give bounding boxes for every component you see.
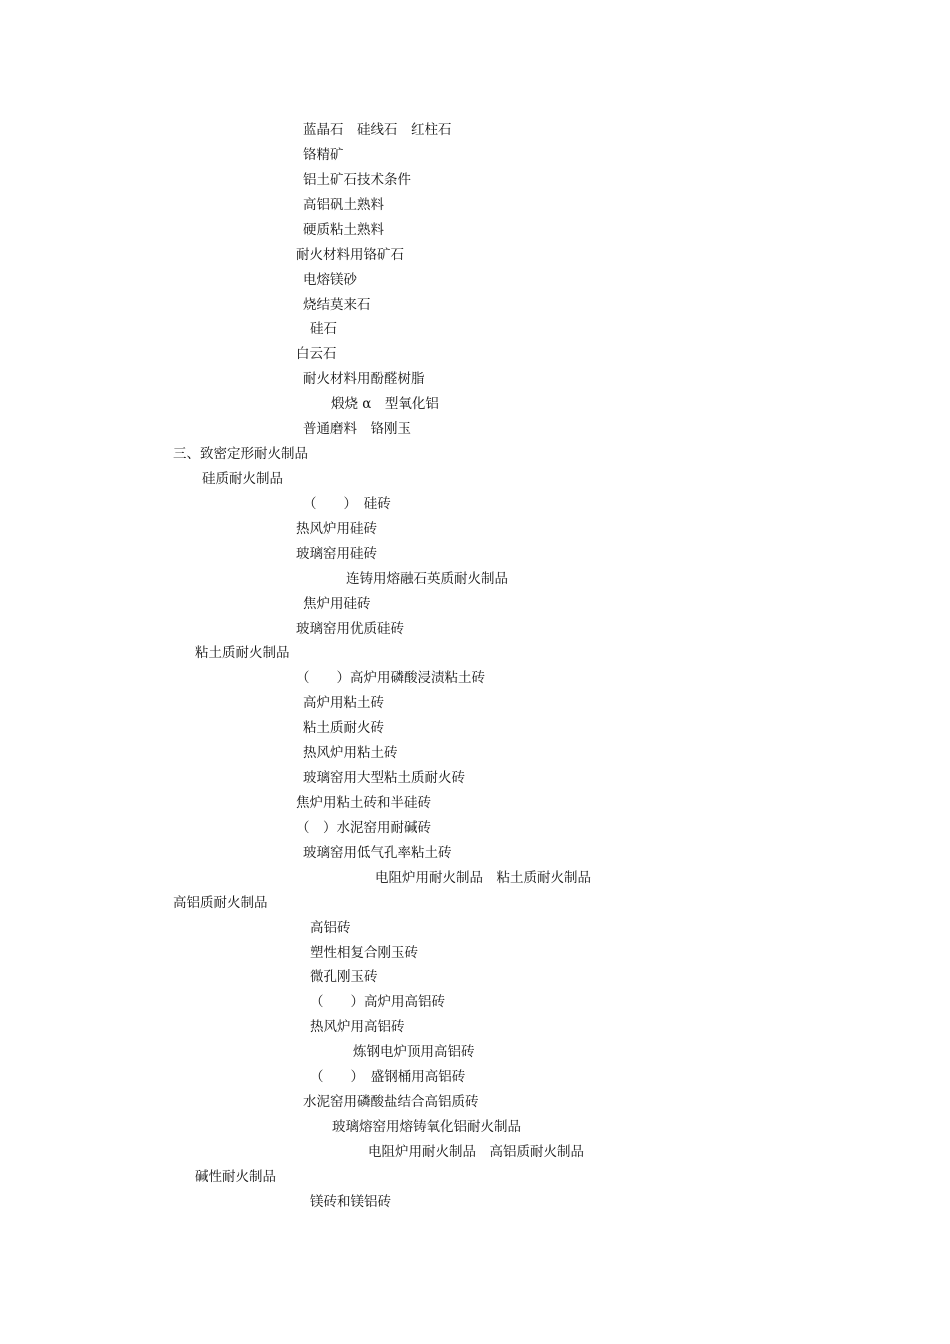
text-line: 玻璃窑用优质硅砖 <box>296 621 404 637</box>
text-line: 炼钢电炉顶用高铝砖 <box>353 1044 475 1060</box>
text-line: 高铝砖 <box>310 920 351 936</box>
text-line: （ ） 硅砖 <box>303 496 391 512</box>
subsection-heading: 碱性耐火制品 <box>195 1169 276 1185</box>
text-line: 烧结莫来石 <box>303 297 371 313</box>
text-line: 白云石 <box>296 346 337 362</box>
text-line: 焦炉用粘土砖和半硅砖 <box>296 795 431 811</box>
text-line: 粘土质耐火砖 <box>303 720 384 736</box>
subsection-heading: 粘土质耐火制品 <box>195 645 290 661</box>
text-line: 高铝矾土熟料 <box>303 197 384 213</box>
text-line: 玻璃窑用硅砖 <box>296 546 377 562</box>
text-line: 微孔刚玉砖 <box>310 969 378 985</box>
text-line: 水泥窑用磷酸盐结合高铝质砖 <box>303 1094 479 1110</box>
subsection-heading: 高铝质耐火制品 <box>173 895 268 911</box>
text-line: 硬质粘土熟料 <box>303 222 384 238</box>
text-line: 耐火材料用铬矿石 <box>296 247 404 263</box>
text-line: 电阻炉用耐火制品 粘土质耐火制品 <box>375 870 591 886</box>
text-line: 热风炉用高铝砖 <box>310 1019 405 1035</box>
text-line: 电阻炉用耐火制品 高铝质耐火制品 <box>368 1144 584 1160</box>
text-line: 焦炉用硅砖 <box>303 596 371 612</box>
section-heading: 三、致密定形耐火制品 <box>173 446 308 462</box>
text-line: 硅石 <box>310 321 337 337</box>
text-line: 铝土矿石技术条件 <box>303 172 411 188</box>
text-line: 煅烧 α 型氧化铝 <box>331 396 439 412</box>
text-line: （ ）水泥窑用耐碱砖 <box>296 820 431 836</box>
text-line: （ ）高炉用磷酸浸渍粘土砖 <box>296 670 485 686</box>
text-line: 塑性相复合刚玉砖 <box>310 945 418 961</box>
text-line: 热风炉用硅砖 <box>296 521 377 537</box>
text-line: 普通磨料 铬刚玉 <box>303 421 411 437</box>
subsection-heading: 硅质耐火制品 <box>202 471 283 487</box>
text-line: （ ）高炉用高铝砖 <box>310 994 445 1010</box>
text-line: 耐火材料用酚醛树脂 <box>303 371 425 387</box>
text-line: 热风炉用粘土砖 <box>303 745 398 761</box>
text-line: 玻璃窑用大型粘土质耐火砖 <box>303 770 465 786</box>
text-line: （ ） 盛钢桶用高铝砖 <box>310 1069 466 1085</box>
text-line: 玻璃熔窑用熔铸氧化铝耐火制品 <box>332 1119 521 1135</box>
text-line: 蓝晶石 硅线石 红柱石 <box>303 122 452 138</box>
text-line: 玻璃窑用低气孔率粘土砖 <box>303 845 452 861</box>
text-line: 连铸用熔融石英质耐火制品 <box>346 571 508 587</box>
text-line: 铬精矿 <box>303 147 344 163</box>
text-line: 电熔镁砂 <box>303 272 357 288</box>
text-line: 镁砖和镁铝砖 <box>310 1194 391 1210</box>
text-line: 高炉用粘土砖 <box>303 695 384 711</box>
